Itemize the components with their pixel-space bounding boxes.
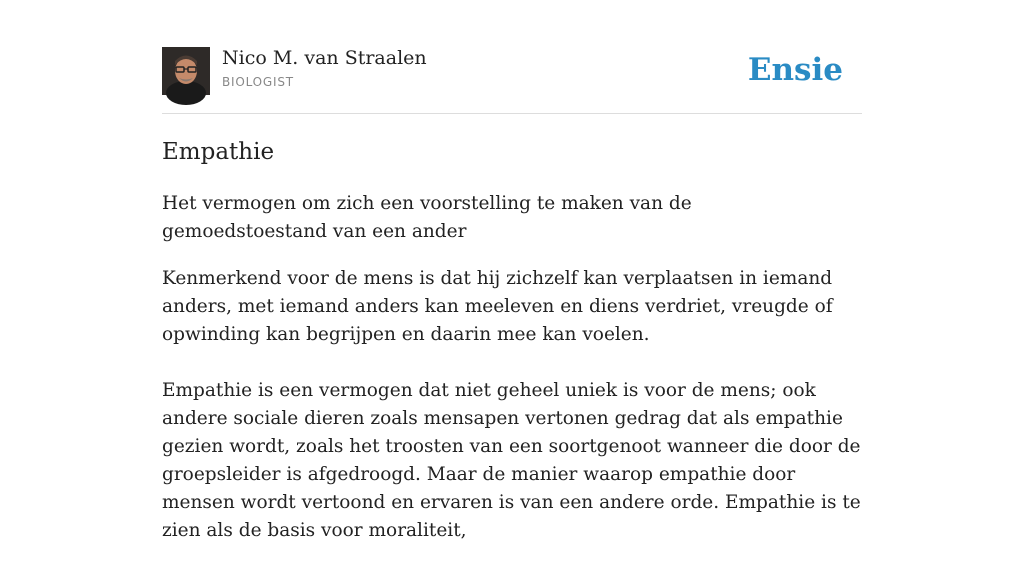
article-body — [162, 265, 862, 573]
ensie-logo[interactable]: Ensie — [747, 52, 843, 88]
portrait-photo-icon — [162, 47, 210, 95]
author-role: BIOLOGIST — [222, 75, 294, 89]
author-name[interactable]: Nico M. van Straalen — [222, 47, 427, 69]
body-paragraph: Kenmerkend voor de mens is dat hij zichzelf kan verplaatsen in iemand anders, met iemand anders kan meeleven en diens verdriet, vreugde of opwinding kan begrijpen en daarin mee kan voelen. — [162, 268, 833, 345]
author-header — [162, 0, 862, 114]
content-container — [162, 0, 862, 541]
body-paragraph: Empathie is een vermogen dat niet geheel uniek is voor de mens; ook andere sociale dieren zoals mensapen vertonen gedrag dat als empathie gezien wordt, zoals het troosten van een soortgenoot wanneer die door de groepsleider is afgedroogd. Maar de manier waarop empathie door mensen wordt vertoond en ervaren is van een andere orde. Empathie is te zien als de basis voor moraliteit, — [162, 380, 861, 541]
author-avatar[interactable] — [162, 47, 210, 95]
term-definition: Het vermogen om zich een voorstelling te maken van de gemoedstoestand van een ander — [162, 193, 692, 242]
term-title: Empathie — [162, 139, 275, 165]
